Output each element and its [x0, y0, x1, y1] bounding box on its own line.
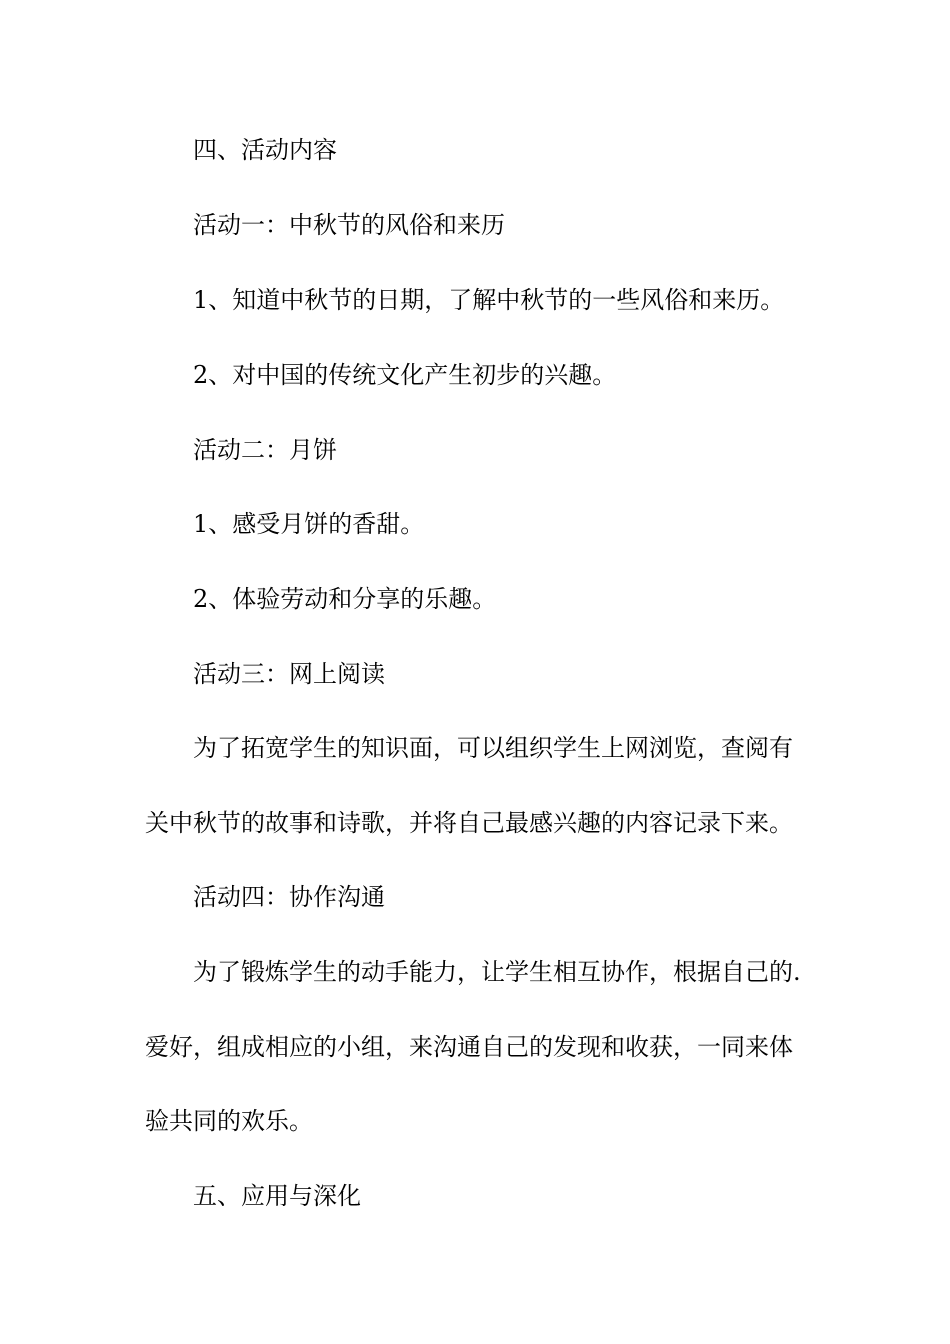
activity-one-item-2: 2、对中国的传统文化产生初步的兴趣。	[193, 361, 617, 389]
activity-four-paragraph-line-3: 验共同的欢乐。	[145, 1107, 313, 1135]
activity-four-heading: 活动四：协作沟通	[193, 883, 385, 911]
activity-four-paragraph-line-2: 爱好，组成相应的小组，来沟通自己的发现和收获，一同来体	[145, 1033, 793, 1061]
activity-three-paragraph-line-1: 为了拓宽学生的知识面，可以组织学生上网浏览，查阅有	[193, 734, 793, 762]
activity-one-heading: 活动一：中秋节的风俗和来历	[193, 211, 505, 239]
activity-two-heading: 活动二：月饼	[193, 436, 337, 464]
activity-four-paragraph-line-1: 为了锻炼学生的动手能力，让学生相互协作，根据自己的.	[193, 958, 801, 986]
activity-three-heading: 活动三：网上阅读	[193, 660, 385, 688]
activity-two-item-2: 2、体验劳动和分享的乐趣。	[193, 585, 497, 613]
activity-two-item-1: 1、感受月饼的香甜。	[193, 510, 425, 538]
activity-one-item-1: 1、知道中秋节的日期，了解中秋节的一些风俗和来历。	[193, 286, 785, 314]
section-heading-application: 五、应用与深化	[193, 1182, 361, 1210]
activity-three-paragraph-line-2: 关中秋节的故事和诗歌，并将自己最感兴趣的内容记录下来。	[145, 809, 793, 837]
section-heading-activity-content: 四、活动内容	[193, 136, 337, 164]
